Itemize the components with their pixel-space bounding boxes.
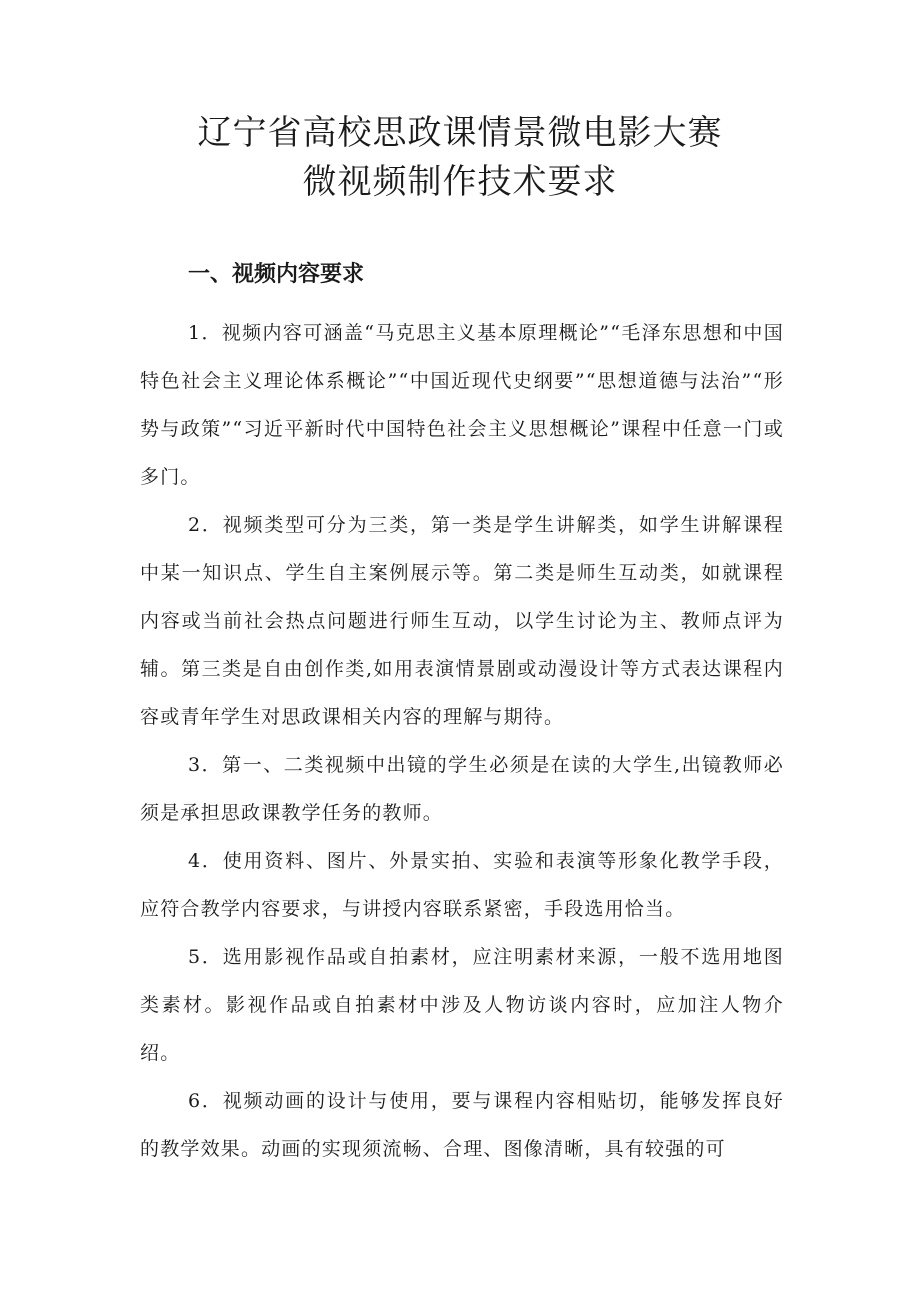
document-title-line2: 微视频制作技术要求 bbox=[302, 162, 618, 202]
paragraph-item-1: 1．视频内容可涵盖“马克思主义基本原理概论”“毛泽东思想和中国特色社会主义理论体系概论”“中国近现代史纲要”“思想道德与法治”“形势与政策”“习近平新时代中国特色社会主义思想概论”课程中任意一门或多门。 bbox=[140, 322, 784, 488]
paragraph-item-5: 5．选用影视作品或自拍素材，应注明素材来源，一般不选用地图类素材。影视作品或自拍素材中涉及人物访谈内容时，应加注人物介绍。 bbox=[140, 946, 784, 1064]
document-title-line1: 辽宁省高校思政课情景微电影大赛 bbox=[197, 113, 723, 153]
paragraph-item-2: 2．视频类型可分为三类，第一类是学生讲解类，如学生讲解课程中某一知识点、学生自主案例展示等。第二类是师生互动类，如就课程内容或当前社会热点问题进行师生互动，以学生讨论为主、教师点评为辅。第三类是自由创作类,如用表演情景剧或动漫设计等方式表达课程内容或青年学生对思政课相关内容的理解与期待。 bbox=[140, 514, 784, 728]
paragraph-item-4: 4．使用资料、图片、外景实拍、实验和表演等形象化教学手段，应符合教学内容要求，与讲授内容联系紧密，手段选用恰当。 bbox=[140, 850, 784, 920]
paragraph-item-3: 3．第一、二类视频中出镜的学生必须是在读的大学生,出镜教师必须是承担思政课教学任务的教师。 bbox=[140, 754, 784, 824]
paragraph-item-6: 6．视频动画的设计与使用，要与课程内容相贴切，能够发挥良好的教学效果。动画的实现须流畅、合理、图像清晰，具有较强的可 bbox=[140, 1090, 784, 1160]
section-heading-content-requirements: 一、视频内容要求 bbox=[188, 262, 365, 287]
